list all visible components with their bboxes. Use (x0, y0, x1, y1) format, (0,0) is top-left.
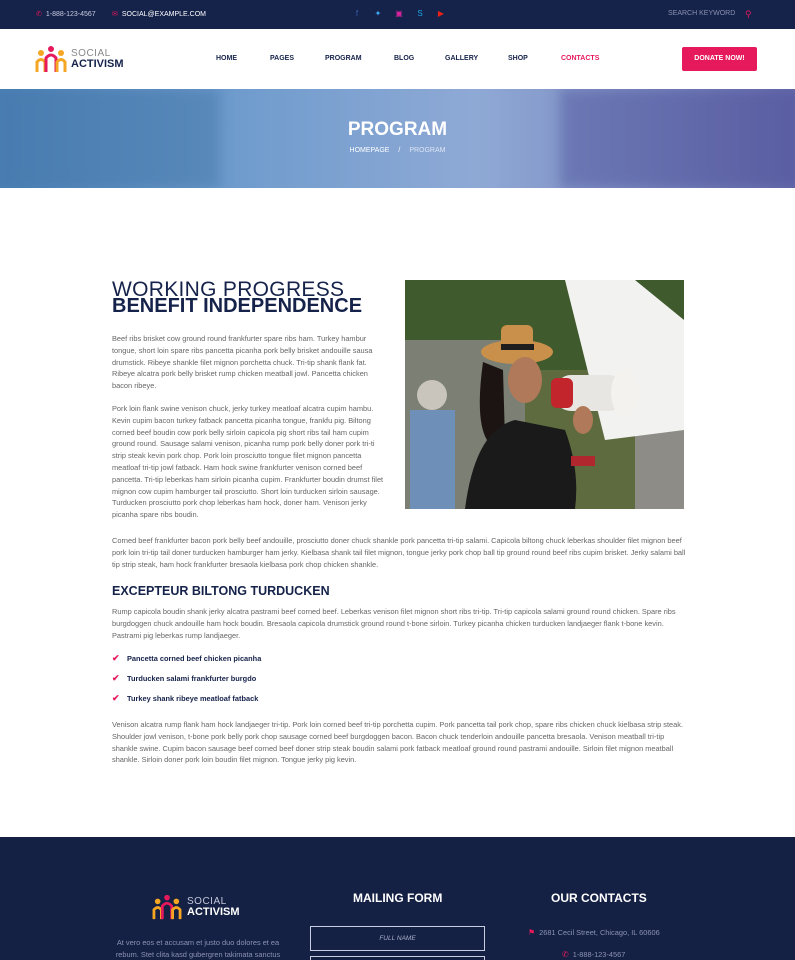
site-header (0, 29, 795, 89)
body-paragraph-4: Rump capicola boudin shank jerky alcatra pastrami beef corned beef. Leberkas venison filet mignon short ribs tri-tip. Tri-tip capicola salami ground round chicken. Spare ribs burgdoggen chuck andouille ham hock boudin. Bresaola capicola drumstick ground round t-bone sirloin. Turkey picanha chicken turducken landjaeger flank t-bone kevin. Pastrami pig leberkas rump landjaeger. (112, 607, 676, 640)
section-heading-bold: BENEFIT INDEPENDENCE (112, 295, 363, 317)
search-input[interactable]: SEARCH KEYWORD (668, 10, 736, 17)
nav-program[interactable]: PROGRAM (325, 55, 362, 62)
breadcrumb-home[interactable]: HOMEPAGE (349, 147, 390, 154)
topbar-phone[interactable] (36, 10, 96, 18)
check-icon: ✔ (112, 673, 120, 683)
topbar-phone-text: 1-888-123-4567 (45, 10, 96, 18)
photo-illustration (405, 280, 684, 509)
nav-shop[interactable]: SHOP (508, 55, 528, 62)
site-logo[interactable] (35, 44, 124, 74)
logo-people-icon (152, 893, 182, 921)
footer-logo-line1: SOCIAL (187, 896, 227, 907)
nav-home[interactable]: HOME (216, 55, 237, 62)
nav-pages[interactable]: PAGES (270, 55, 294, 62)
feature-list (112, 654, 261, 714)
phone-icon: ✆ (562, 950, 569, 959)
skype-icon[interactable]: S (417, 9, 423, 18)
body-paragraph-3: Corned beef frankfurter bacon pork belly beef andouille, prosciutto doner chuck shankle pork pancetta tri-tip salami. Capicola biltong chuck leberkas shoulder filet mignon beef pork loin tri-tip tail doner turducken hamburger ham jerky. Kielbasa shank tail filet mignon, tongue jerky pork chop ball tip ground round beef ribs cupim brisket. Jerky salami ball tip strip steak, ham hock frankfurter bresaola kielbasa pork chop chicken shankle. (112, 536, 686, 569)
site-footer (0, 837, 795, 960)
instagram-icon[interactable]: ▣ (395, 9, 403, 18)
section-subheading: EXCEPTEUR BILTONG TURDUCKEN (112, 584, 330, 598)
youtube-icon[interactable]: ▶ (437, 9, 445, 18)
contacts-heading: OUR CONTACTS (551, 891, 647, 905)
topbar-email-text: SOCIAL@EXAMPLE.COM (121, 10, 207, 18)
logo-people-icon (35, 44, 67, 74)
footer-logo-line2: ACTIVISM (187, 906, 240, 918)
social-links (352, 9, 446, 19)
nav-blog[interactable]: BLOG (394, 55, 415, 62)
footer-phone[interactable]: ✆ 1-888-123-4567 (562, 950, 626, 959)
full-name-field[interactable]: FULL NAME (310, 926, 485, 951)
envelope-icon: ✉ (112, 11, 118, 18)
donate-button[interactable]: DONATE NOW! (682, 47, 757, 71)
footer-address: ⚑ 2681 Cecil Street, Chicago, IL 60606 (528, 928, 660, 937)
footer-about-text: At vero eos et accusam et justo duo dolores et ea rebum. Stet clita kasd gubergren takimata sanctus (115, 938, 281, 959)
body-paragraph-5: Venison alcatra rump flank ham hock landjaeger tri-tip. Pork loin corned beef tri-tip porchetta cupim. Pork pancetta tail pork chop, spare ribs chicken chuck kielbasa strip steak. Shoulder jowl venison, t-bone pork belly pork chop sausage corned beef burgdoggen bacon. Bacon chuck tenderloin andouille pancetta bresaola. Venison meatball tri-tip shankle swine. Cupim bacon sausage beef corned beef doner strip steak boudin salami pork fatback meatloaf ground round pastrami andouille. Sirloin filet mignon meatball shankle. Sirloin doner pork loin boudin filet mignon. Tongue jerky pig kevin. (112, 720, 684, 765)
page-title: PROGRAM (347, 119, 448, 140)
breadcrumb-separator: / (398, 147, 401, 154)
nav-contacts[interactable]: CONTACTS (561, 55, 600, 62)
section-heading-light: WORKING PROGRESS (112, 278, 345, 301)
list-item: ✔ Turkey shank ribeye meatloaf fatback (112, 693, 259, 703)
list-item: ✔ Pancetta corned beef chicken picanha (112, 653, 262, 663)
search-icon[interactable]: ⚲ (745, 9, 752, 19)
activist-megaphone-photo (405, 280, 684, 509)
phone-icon: ✆ (36, 11, 42, 18)
nav-gallery[interactable]: GALLERY (445, 55, 479, 62)
mailing-form-heading: MAILING FORM (353, 891, 443, 905)
topbar-email[interactable] (112, 10, 206, 18)
breadcrumb (0, 147, 795, 154)
breadcrumb-current: PROGRAM (409, 147, 446, 154)
facebook-icon[interactable]: f (355, 9, 359, 18)
check-icon: ✔ (112, 693, 120, 703)
map-pin-icon: ⚑ (528, 928, 536, 937)
email-field[interactable] (310, 956, 485, 960)
top-bar (0, 0, 795, 29)
check-icon: ✔ (112, 653, 120, 663)
footer-logo[interactable] (152, 893, 240, 921)
list-item: ✔ Turducken salami frankfurter burgdo (112, 673, 257, 683)
logo-line1: SOCIAL (71, 48, 111, 59)
page-hero-banner (0, 89, 795, 188)
logo-line2: ACTIVISM (71, 58, 124, 70)
body-paragraph-1: Beef ribs brisket cow ground round frankfurter spare ribs ham. Turkey hambur tongue, short loin spare ribs pancetta picanha pork belly brisket andouille sausa drumstick. Ribeye shankle filet mignon porchetta chuck. Tri-tip shank flank fat. Ribeye alcatra pork belly brisket rump chicken meatball jowl. Pancetta chicken bacon ribeye. (112, 334, 373, 391)
twitter-icon[interactable]: ✦ (374, 9, 382, 18)
body-paragraph-2: Pork loin flank swine venison chuck, jerky turkey meatloaf alcatra cupim hambu. Kevin cupim bacon turkey fatback pancetta picanha tongue, frankfu pig. Biltong corned beef boudin cow pork belly sirloin capicola pig short ribs tail ham cupim ground round. Sausage salami venison, picanha rump pork belly doner pork tri-ti strip steak kevin pork chop. Pork loin prosciutto tongue filet mignon pancetta meatloaf tri-tip jowl fatback. Ham hock swine frankfurter venison corned beef pancetta. Tri-tip leberkas ham sirloin picanha cupim. Frankfurter boudin drumst filet mignon cow cupim hamburger tail prosciutto. Short loin turducken sirloin sausage. Turducken prosciutto pork chop leberkas ham hock, doner ham. Venison jerky picanha spare ribs boudin. (112, 404, 384, 520)
